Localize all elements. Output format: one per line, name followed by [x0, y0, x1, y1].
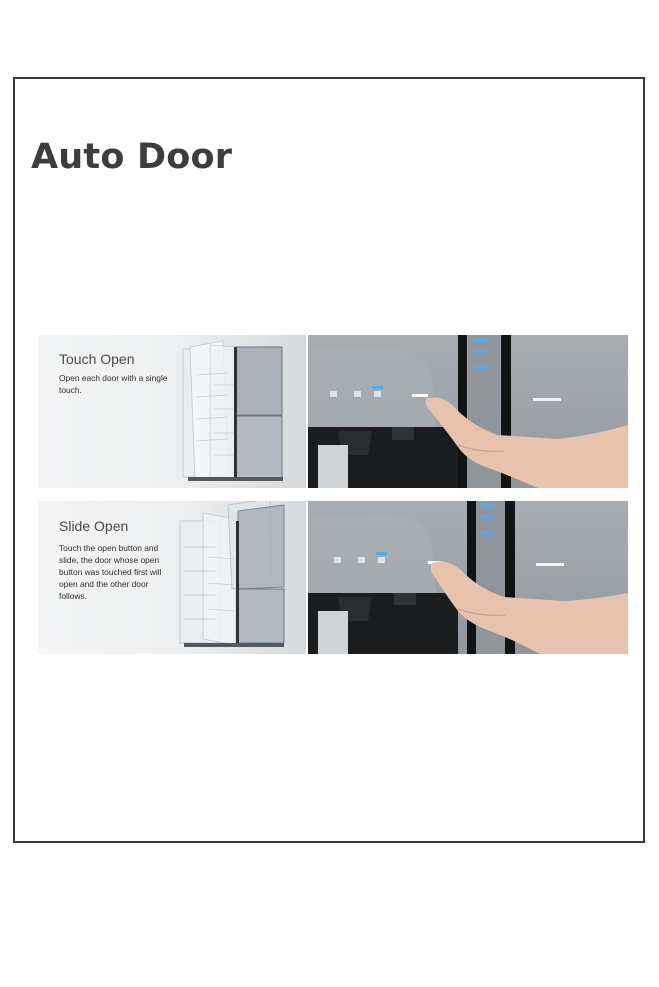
- document-frame: [13, 77, 645, 843]
- feature-panel-touch-open: [38, 335, 628, 488]
- feature-text-area: [38, 501, 306, 654]
- door-photo: [308, 501, 628, 654]
- feature-panel-slide-open: [38, 501, 628, 654]
- hand-image: [431, 561, 628, 654]
- refrigerator-illustration: [38, 335, 306, 488]
- feature-heading: Slide Open: [59, 518, 129, 534]
- feature-description: Open each door with a single touch.: [59, 373, 168, 395]
- control-panel-photo: [308, 501, 628, 654]
- feature-text-area: [38, 335, 306, 488]
- feature-heading: Touch Open: [59, 351, 135, 367]
- door-photo: [308, 335, 628, 488]
- control-panel-photo: [308, 335, 628, 488]
- page-title: Auto Door: [31, 137, 233, 177]
- refrigerator-illustration: [38, 501, 306, 654]
- feature-description: Touch the open button and slide, the door whose open button was touched first will open and the other door follows.: [59, 543, 162, 601]
